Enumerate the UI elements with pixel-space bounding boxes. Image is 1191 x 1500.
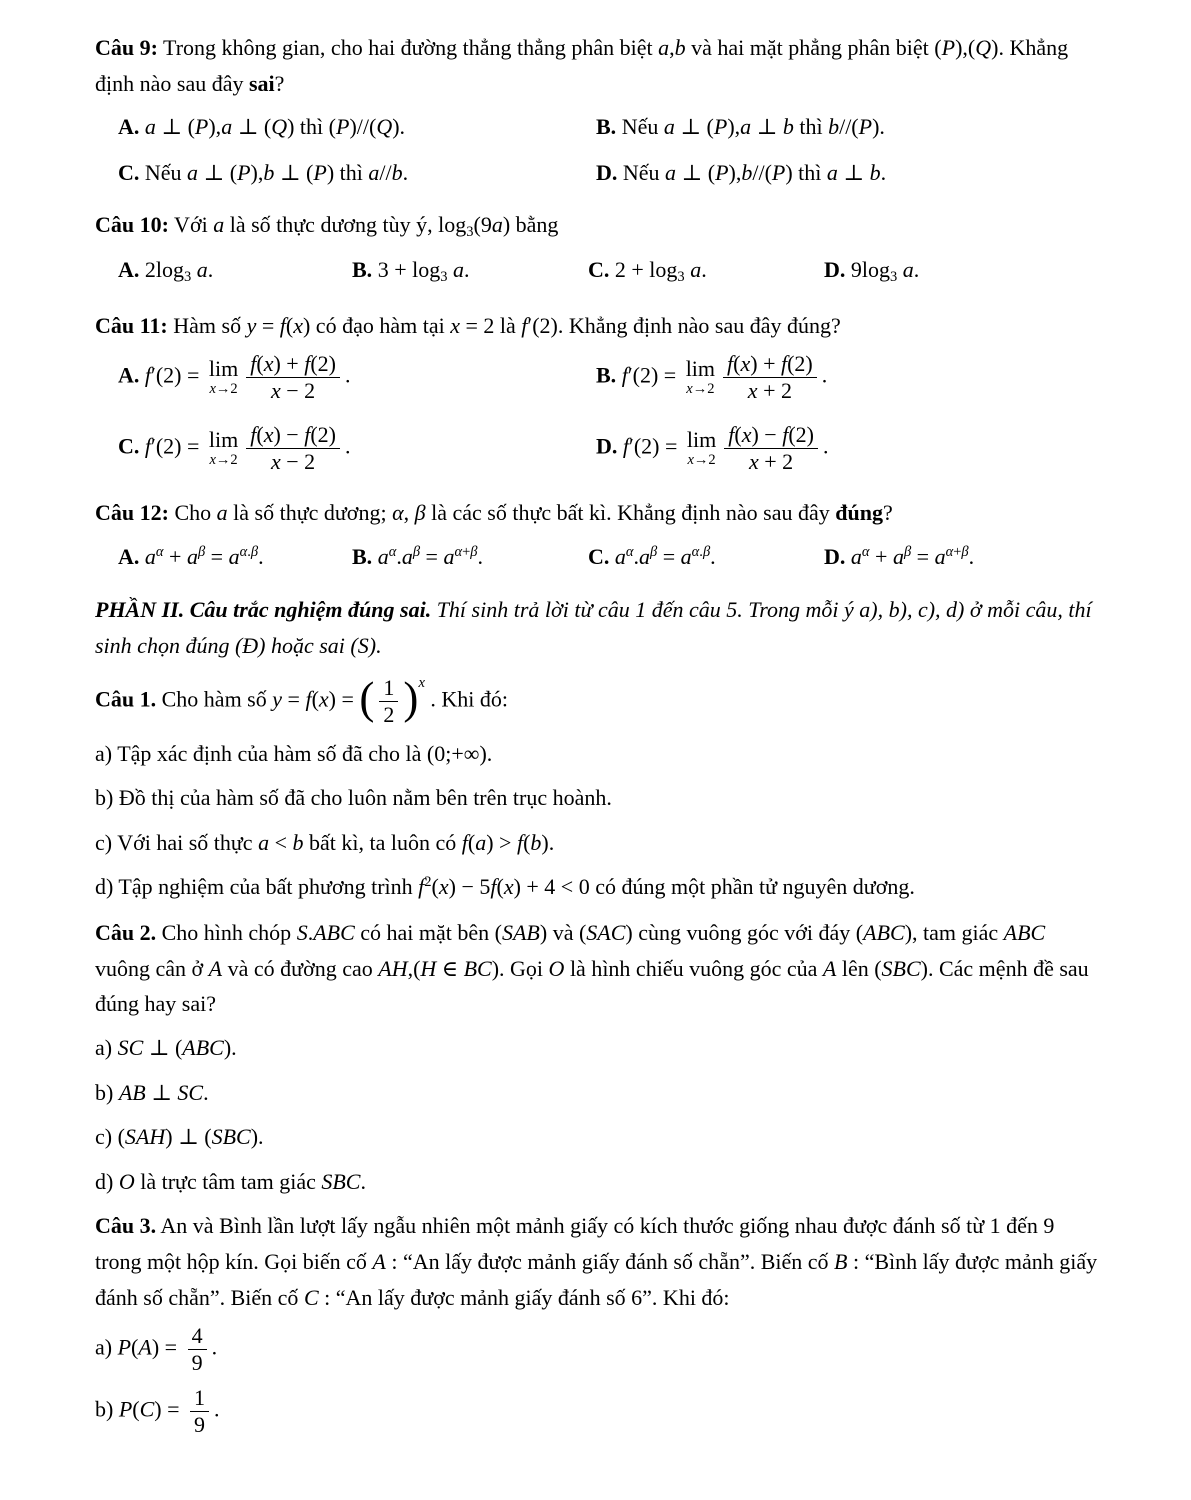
question-9-options bbox=[95, 109, 1099, 190]
statement-d: d) Tập nghiệm của bất phương trình $f^2(x) - 5f(x) + 4 < 0$ có đúng một phần tử nguyên dương. bbox=[95, 874, 915, 900]
statement-c: c) (SAH) ⊥ (SBC). bbox=[95, 1124, 264, 1150]
option-d: D. Nếu a ⊥ (P),b//(P) thì a ⊥ b. bbox=[596, 159, 887, 185]
question-9 bbox=[95, 30, 1099, 191]
question-11-options bbox=[95, 351, 1099, 475]
option-a: A. 2log3 a. bbox=[118, 257, 214, 286]
option-a: A. a ⊥ (P),a ⊥ (Q) thì (P)//(Q). bbox=[118, 114, 406, 140]
part2-question-2-stem: Câu 2. Cho hình chóp S.ABC có hai mặt bên (SAB) và (SAC) cùng vuông góc với đáy (ABC), tam giác ABC vuông cân ở A và có đường cao AH,(H ∈ BC). Gọi O là hình chiếu vuông góc của A lên (SBC). Các mệnh đề sau đúng hay sai? bbox=[95, 920, 1089, 1017]
question-11 bbox=[95, 308, 1099, 475]
question-12 bbox=[95, 495, 1099, 574]
option-a: A. $a^\alpha + a^\beta = a^{\alpha.\beta}$. bbox=[118, 543, 264, 569]
option-b: B. Nếu a ⊥ (P),a ⊥ b thì b//(P). bbox=[596, 114, 885, 140]
part2-question-1 bbox=[95, 672, 1099, 906]
part2-question-1-stem: Câu 1. Cho hàm số y = f(x) = ( $\frac{1}{2}$ )$^x$ . Khi đó: bbox=[95, 673, 509, 727]
option-c: C. 2 + log3 a. bbox=[588, 257, 707, 286]
question-12-options bbox=[95, 539, 1099, 575]
statement-b: b) P(C) = $\frac{1}{9}$ . bbox=[95, 1385, 220, 1438]
option-c: C. Nếu a ⊥ (P),b ⊥ (P) thì a//b. bbox=[118, 159, 409, 185]
question-10-stem: Câu 10: Với a là số thực dương tùy ý, log3(9a) bằng bbox=[95, 211, 559, 240]
part2-question-3 bbox=[95, 1208, 1099, 1438]
statement-a: a) SC ⊥ (ABC). bbox=[95, 1034, 237, 1060]
question-9-stem: Câu 9: Trong không gian, cho hai đường thẳng thẳng phân biệt a,b và hai mặt phẳng phân biệt (P),(Q). Khẳng định nào sau đây sai? bbox=[95, 35, 1069, 96]
option-d: D. 9log3 a. bbox=[824, 257, 920, 286]
part2-heading: PHẦN II. Câu trắc nghiệm đúng sai. Thí sinh trả lời từ câu 1 đến câu 5. Trong mỗi ý a), b), c), d) ở mỗi câu, thí sinh chọn đúng (Đ) hoặc sai (S). bbox=[95, 597, 1092, 658]
statement-b: b) Đồ thị của hàm số đã cho luôn nằm bên trên trục hoành. bbox=[95, 785, 612, 811]
option-d: D. $a^\alpha + a^\beta = a^{\alpha+\beta}$. bbox=[824, 543, 975, 569]
option-c: C. $a^\alpha.a^\beta = a^{\alpha.\beta}$. bbox=[588, 543, 716, 569]
option-d: D. f′(2) = lim x→2 $\frac{f(x) - f(2)}{x + 2}$ . bbox=[596, 422, 829, 475]
statement-a: a) Tập xác định của hàm số đã cho là (0;+∞). bbox=[95, 740, 493, 766]
option-b: B. 3 + log3 a. bbox=[352, 257, 470, 286]
option-c: C. f′(2) = lim x→2 $\frac{f(x) - f(2)}{x - 2}$ . bbox=[118, 422, 351, 475]
part2-question-3-stem: Câu 3. An và Bình lần lượt lấy ngẫu nhiên một mảnh giấy có kích thước giống nhau được đánh số từ 1 đến 9 trong một hộp kín. Gọi biến cố A : “An lấy được mảnh giấy đánh số chẵn”. Biến cố B : “Bình lấy được mảnh giấy đánh số chẵn”. Biến cố C : “An lấy được mảnh giấy đánh số 6”. Khi đó: bbox=[95, 1213, 1098, 1310]
option-a: A. f′(2) = lim x→2 $\frac{f(x) + f(2)}{x - 2}$ . bbox=[118, 351, 351, 404]
statement-b: b) AB ⊥ SC. bbox=[95, 1079, 209, 1105]
question-10-options bbox=[95, 252, 1099, 290]
statement-a: a) P(A) = $\frac{4}{9}$ . bbox=[95, 1323, 218, 1376]
question-11-stem: Câu 11: Hàm số y = f(x) có đạo hàm tại x = 2 là f′(2). Khẳng định nào sau đây đúng? bbox=[95, 312, 841, 338]
question-12-stem: Câu 12: Cho a là số thực dương; α, β là các số thực bất kì. Khẳng định nào sau đây đúng? bbox=[95, 500, 893, 526]
part2-question-2 bbox=[95, 915, 1099, 1199]
statement-d: d) O là trực tâm tam giác SBC. bbox=[95, 1168, 366, 1194]
statement-c: c) Với hai số thực a < b bất kì, ta luôn có f(a) > f(b). bbox=[95, 829, 555, 855]
option-b: B. f′(2) = lim x→2 $\frac{f(x) + f(2)}{x + 2}$ . bbox=[596, 351, 828, 404]
option-b: B. $a^\alpha.a^\beta = a^{\alpha+\beta}$. bbox=[352, 543, 484, 569]
question-10 bbox=[95, 207, 1099, 290]
